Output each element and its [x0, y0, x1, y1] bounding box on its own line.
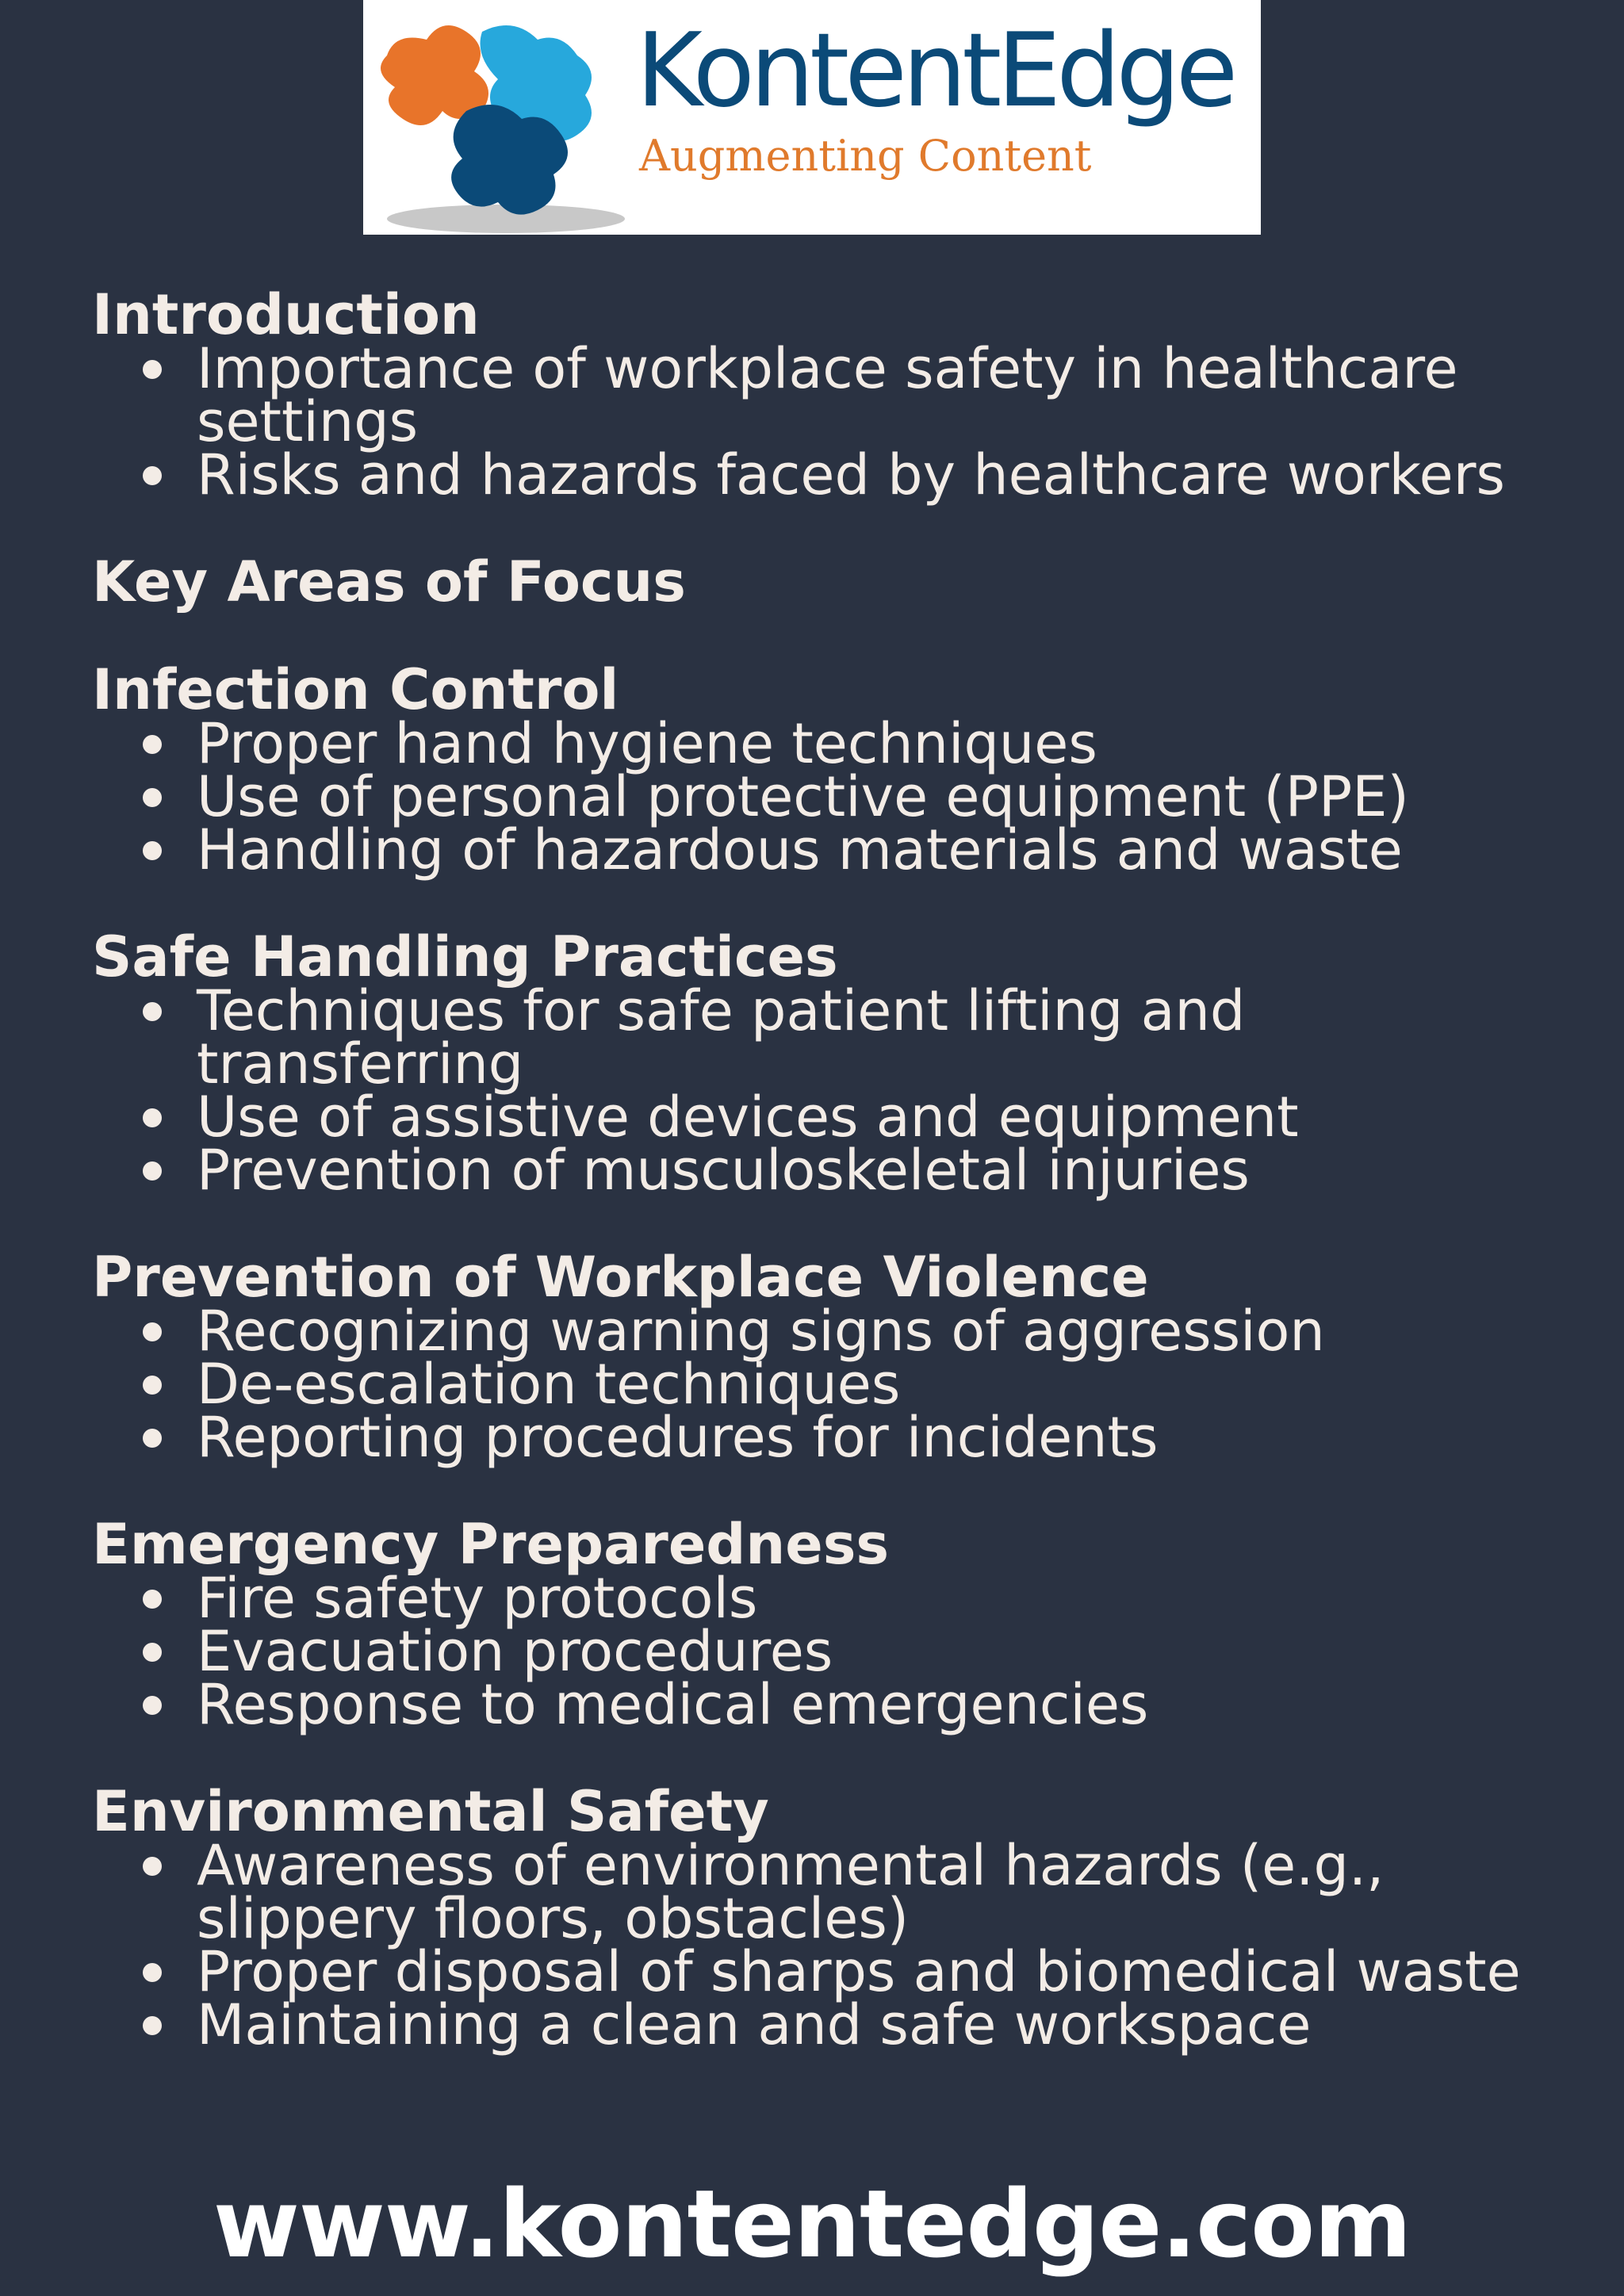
bullet-list: [92, 1299, 1583, 1470]
section-title: Infection Control: [92, 657, 619, 722]
brand-name: KontentEdge: [636, 12, 1234, 130]
section-introduction: [92, 282, 1583, 507]
section-title: Safe Handling Practices: [92, 924, 838, 989]
bullet-list: [92, 1566, 1583, 1737]
list-item-text: Proper hand hygiene techniques: [197, 711, 1097, 776]
list-item: [92, 1939, 1583, 2004]
section-title: Environmental Safety: [92, 1779, 769, 1844]
list-item-text: De-escalation techniques: [197, 1352, 901, 1417]
bullet-list: [92, 711, 1583, 882]
bullet-list: [92, 1833, 1583, 2057]
bullet-icon: [143, 1963, 162, 1982]
bullet-icon: [143, 1643, 162, 1662]
bullet-icon: [143, 466, 162, 485]
list-item-text: Response to medical emergencies: [197, 1672, 1149, 1737]
list-item-text: Fire safety protocols: [197, 1566, 758, 1631]
bullet-icon: [143, 735, 162, 754]
section-safe-handling: [92, 924, 1583, 1203]
section-infection-control: [92, 657, 1583, 882]
bullet-icon: [143, 2016, 162, 2035]
bullet-icon: [143, 1108, 162, 1127]
bullet-icon: [143, 1590, 162, 1609]
list-item-text: Handling of hazardous materials and waste: [197, 817, 1403, 882]
list-item: [92, 711, 1583, 776]
list-item: [92, 764, 1583, 829]
bullet-icon: [143, 1696, 162, 1715]
bullet-list: [92, 978, 1583, 1203]
list-item-text: Awareness of environmental hazards (e.g., slippery floors, obstacles): [197, 1833, 1385, 1951]
list-item-text: Evacuation procedures: [197, 1619, 833, 1684]
bullet-icon: [143, 1429, 162, 1448]
website-url: www.kontentedge.com: [213, 2169, 1411, 2279]
bullet-icon: [143, 1161, 162, 1181]
list-item: [92, 1085, 1583, 1150]
list-item-text: Risks and hazards faced by healthcare workers: [197, 442, 1505, 507]
section-emergency-preparedness: [92, 1512, 1583, 1737]
brand-tagline: Augmenting Content: [639, 131, 1092, 181]
list-item: [92, 1138, 1583, 1203]
section-title: Emergency Preparedness: [92, 1512, 890, 1577]
section-key-areas: [92, 549, 1583, 614]
list-item: [92, 1672, 1583, 1737]
list-item: [92, 1566, 1583, 1631]
section-workplace-violence: [92, 1245, 1583, 1470]
list-item-text: Use of assistive devices and equipment: [197, 1085, 1299, 1150]
list-item-text: Proper disposal of sharps and biomedical waste: [197, 1939, 1521, 2004]
list-item: [92, 1352, 1583, 1417]
list-item: [92, 1619, 1583, 1684]
list-item-text: Importance of workplace safety in healthcare settings: [197, 336, 1458, 454]
puzzle-logo-icon: [363, 0, 633, 235]
bullet-list: [92, 336, 1583, 507]
list-item-text: Recognizing warning signs of aggression: [197, 1299, 1325, 1364]
list-item: [92, 336, 1583, 454]
list-item: [92, 1299, 1583, 1364]
list-item-text: Reporting procedures for incidents: [197, 1405, 1159, 1470]
list-item: [92, 1405, 1583, 1470]
bullet-icon: [143, 1322, 162, 1341]
bullet-icon: [143, 788, 162, 807]
list-item: [92, 1992, 1583, 2057]
list-item: [92, 817, 1583, 882]
section-title: Prevention of Workplace Violence: [92, 1245, 1149, 1310]
section-title: Key Areas of Focus: [92, 549, 686, 614]
list-item-text: Maintaining a clean and safe workspace: [197, 1992, 1312, 2057]
bullet-icon: [143, 1376, 162, 1395]
section-environmental-safety: [92, 1779, 1583, 2057]
content-outline: [92, 282, 1583, 2104]
bullet-icon: [143, 1002, 162, 1021]
list-item: [92, 442, 1583, 507]
kontentedge-logo: [363, 0, 1261, 235]
list-item-text: Prevention of musculoskeletal injuries: [197, 1138, 1250, 1203]
list-item-text: Techniques for safe patient lifting and transferring: [197, 978, 1246, 1096]
list-item: [92, 978, 1583, 1096]
bullet-icon: [143, 1857, 162, 1876]
bullet-icon: [143, 841, 162, 860]
list-item-text: Use of personal protective equipment (PPE): [197, 764, 1409, 829]
list-item: [92, 1833, 1583, 1951]
bullet-icon: [143, 360, 162, 379]
section-title: Introduction: [92, 282, 480, 347]
